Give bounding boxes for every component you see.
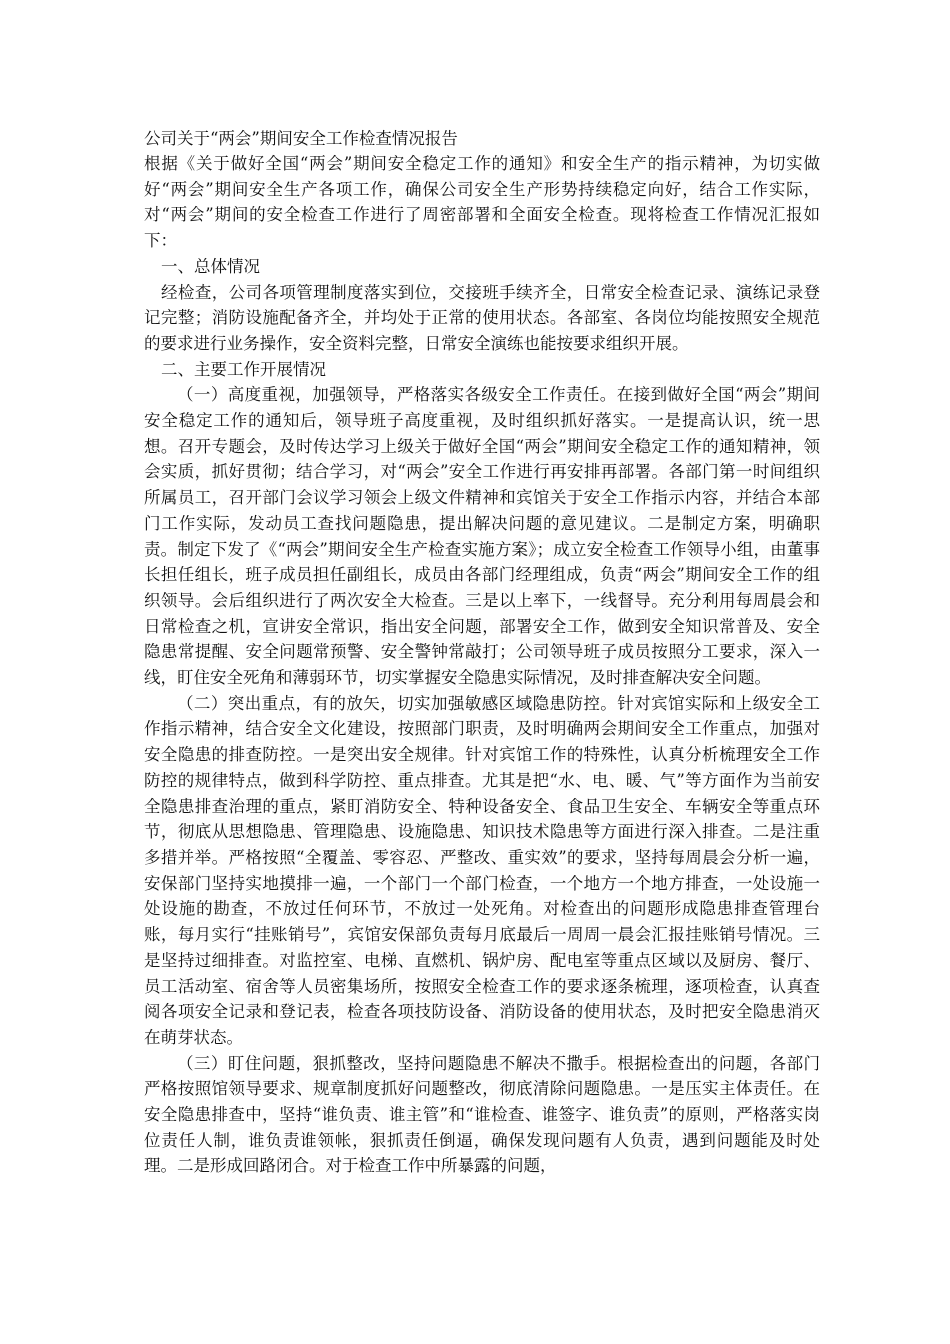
section-2-heading: 二、主要工作开展情况 xyxy=(161,359,326,379)
section-1-body: 经检查，公司各项管理制度落实到位，交接班手续齐全，日常安全检查记录、演练记录登记完整；消防设施配备齐全，并均处于正常的使用状态。各部室、各岗位均能按照安全规范的要求进行业务操作，安全资料完整，日常安全演练也能按要求组织开展。 xyxy=(144,282,820,353)
section-2-item-2: （二）突出重点，有的放矢，切实加强敏感区域隐患防控。针对宾馆实际和上级安全工作指示精神，结合安全文化建设，按照部门职责，及时明确两会期间安全工作重点，加强对安全隐患的排查防控。一是突出安全规律。针对宾馆工作的特殊性，认真分析梳理安全工作防控的规律特点，做到科学防控、重点排查。尤其是把“水、电、暖、气”等方面作为当前安全隐患排查治理的重点，紧盯消防安全、特种设备安全、食品卫生安全、车辆安全等重点环节，彻底从思想隐患、管理隐患、设施隐患、知识技术隐患等方面进行深入排查。二是注重多措并举。严格按照“全覆盖、零容忍、严整改、重实效”的要求，坚持每周晨会分析一遍，安保部门坚持实地摸排一遍，一个部门一个部门检查，一个地方一个地方排查，一处设施一处设施的勘查，不放过任何环节，不放过一处死角。对检查出的问题形成隐患排查管理台账，每月实行“挂账销号”，宾馆安保部负责每月底最后一周周一晨会汇报挂账销号情况。三是坚持过细排查。对监控室、电梯、直燃机、锅炉房、配电室等重点区域以及厨房、餐厅、员工活动室、宿舍等人员密集场所，按照安全检查工作的要求逐条梳理，逐项检查，认真查阅各项安全记录和登记表，检查各项技防设备、消防设备的使用状态，及时把安全隐患消灭在萌芽状态。 xyxy=(144,693,820,1047)
section-1-heading: 一、总体情况 xyxy=(161,256,260,276)
section-2-item-1: （一）高度重视，加强领导，严格落实各级安全工作责任。在接到做好全国“两会”期间安全稳定工作的通知后，领导班子高度重视，及时组织抓好落实。一是提高认识，统一思想。召开专题会，及时传达学习上级关于做好全国“两会”期间安全稳定工作的通知精神，领会实质，抓好贯彻；结合学习，对“两会”安全工作进行再安排再部署。各部门第一时间组织所属员工，召开部门会议学习领会上级文件精神和宾馆关于安全工作指示内容，并结合本部门工作实际，发动员工查找问题隐患，提出解决问题的意见建议。二是制定方案，明确职责。制定下发了《“两会”期间安全生产检查实施方案》；成立安全检查工作领导小组，由董事长担任组长，班子成员担任副组长，成员由各部门经理组成，负责“两会”期间安全工作的组织领导。会后组织进行了两次安全大检查。三是以上率下，一线督导。充分利用每周晨会和日常检查之机，宣讲安全常识，指出安全问题，部署安全工作，做到安全知识常普及、安全隐患常提醒、安全问题常预警、安全警钟常敲打；公司领导班子成员按照分工要求，深入一线，盯住安全死角和薄弱环节，切实掌握安全隐患实际情况，及时排查解决安全问题。 xyxy=(144,385,820,688)
section-2-item-3: （三）盯住问题，狠抓整改，坚持问题隐患不解决不撒手。根据检查出的问题，各部门严格按照馆领导要求、规章制度抓好问题整改，彻底清除问题隐患。一是压实主体责任。在安全隐患排查中，坚持“谁负责、谁主管”和“谁检查、谁签字、谁负责”的原则，严格落实岗位责任人制，谁负责谁领帐，狠抓责任倒逼，确保发现问题有人负责，遇到问题能及时处理。二是形成回路闭合。对于检查工作中所暴露的问题， xyxy=(144,1053,820,1176)
intro-paragraph: 根据《关于做好全国“两会”期间安全稳定工作的通知》和安全生产的指示精神，为切实做好“两会”期间安全生产各项工作，确保公司安全生产形势持续稳定向好，结合工作实际，对“两会”期间的安全检查工作进行了周密部署和全面安全检查。现将检查工作情况汇报如下： xyxy=(144,154,820,251)
document-page xyxy=(144,126,820,1179)
document-title: 公司关于“两会”期间安全工作检查情况报告 xyxy=(144,129,458,148)
